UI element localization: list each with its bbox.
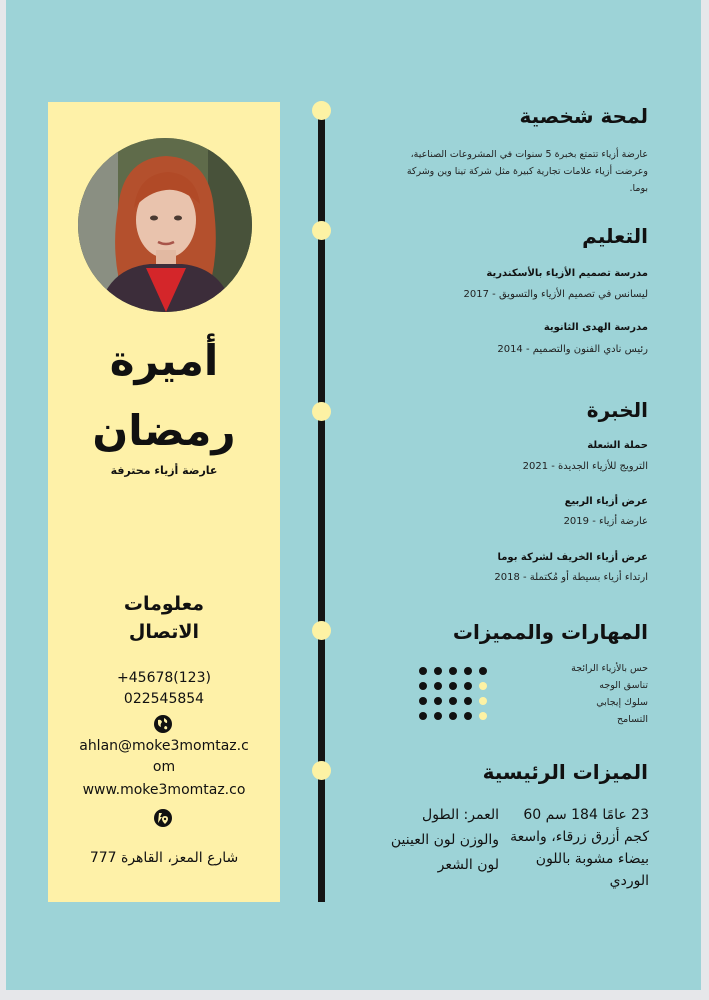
profile-photo-illustration [78, 138, 252, 312]
skills-title: المهارات والمميزات [452, 620, 648, 644]
last-name: رمضان [92, 406, 236, 455]
location-icon [153, 808, 173, 828]
timeline-dot-summary [312, 101, 331, 120]
education-item-detail: ليسانس في تصميم الأزياء والتسويق - 2017 [463, 289, 648, 300]
feature-label: العمر: الطول [422, 807, 499, 823]
feature-value: 23 عامًا 184 سم 60 [523, 807, 649, 823]
job-title: عارضة أزياء محترفة [110, 464, 218, 477]
feature-value: الوردي [609, 873, 649, 889]
experience-item-detail: ارتداء أزياء بسيطة أو مُكتملة - 2018 [494, 572, 648, 583]
skill-item: التسامح [617, 714, 648, 725]
address: 777 شارع المعز، القاهرة [89, 850, 239, 866]
features-title: الميزات الرئيسية [482, 760, 648, 784]
website[interactable]: www.moke3momtaz.co [82, 782, 246, 798]
phone-1: +45678(123) [117, 670, 211, 686]
skill-item: تناسق الوجه [599, 680, 648, 691]
summary-title: لمحة شخصية [519, 104, 648, 128]
timeline-dot-skills [312, 621, 331, 640]
phone-2: 022545854 [123, 691, 205, 707]
education-item-name: مدرسة الهدى الثانوية [543, 322, 648, 333]
summary-line-3: بوما. [629, 183, 648, 194]
experience-item-name: حملة الشعلة [587, 440, 648, 451]
summary-line-2: وعرضت أزياء علامات تجارية كبيرة مثل شركة تينا وين وشركة [406, 166, 648, 177]
experience-item-name: عرض أزياء الخريف لشركة بوما [497, 552, 648, 563]
email-line-1[interactable]: ahlan@moke3momtaz.c [79, 738, 249, 754]
timeline-dot-experience [312, 402, 331, 421]
experience-item-detail: الترويج للأزياء الجديدة - 2021 [522, 461, 648, 472]
education-item-detail: رئيس نادي الفنون والتصميم - 2014 [497, 344, 648, 355]
globe-icon [153, 714, 173, 734]
experience-item-detail: عارضة أزياء - 2019 [563, 516, 648, 527]
profile-photo [78, 138, 252, 312]
skills-dot-grid [418, 666, 490, 726]
education-item-name: مدرسة تصميم الأزياء بالأسكندرية [486, 268, 648, 279]
skill-item: حس بالأزياء الرائجة [571, 663, 648, 674]
skill-item: سلوك إيجابي [596, 697, 648, 708]
experience-title: الخبرة [586, 398, 648, 422]
sidebar [48, 102, 280, 902]
first-name: أميرة [109, 336, 219, 385]
feature-value: كجم أزرق زرقاء، واسعة [510, 829, 649, 845]
summary-line-1: عارضة أزياء تتمتع بخبرة 5 سنوات في المشروعات الصناعية، [410, 149, 648, 160]
feature-label: لون الشعر [437, 857, 499, 873]
feature-label: والوزن لون العينين [390, 832, 499, 848]
resume-page [6, 0, 701, 990]
timeline-dot-features [312, 761, 331, 780]
timeline-dot-education [312, 221, 331, 240]
contact-heading-line1: معلومات [123, 593, 205, 615]
contact-heading [48, 590, 280, 646]
education-title: التعليم [582, 224, 648, 248]
email-line-2[interactable]: om [152, 759, 176, 775]
feature-value: بيضاء مشوبة باللون [535, 851, 649, 867]
experience-item-name: عرض أزياء الربيع [564, 496, 648, 507]
contact-heading-line2: الاتصال [128, 621, 200, 643]
